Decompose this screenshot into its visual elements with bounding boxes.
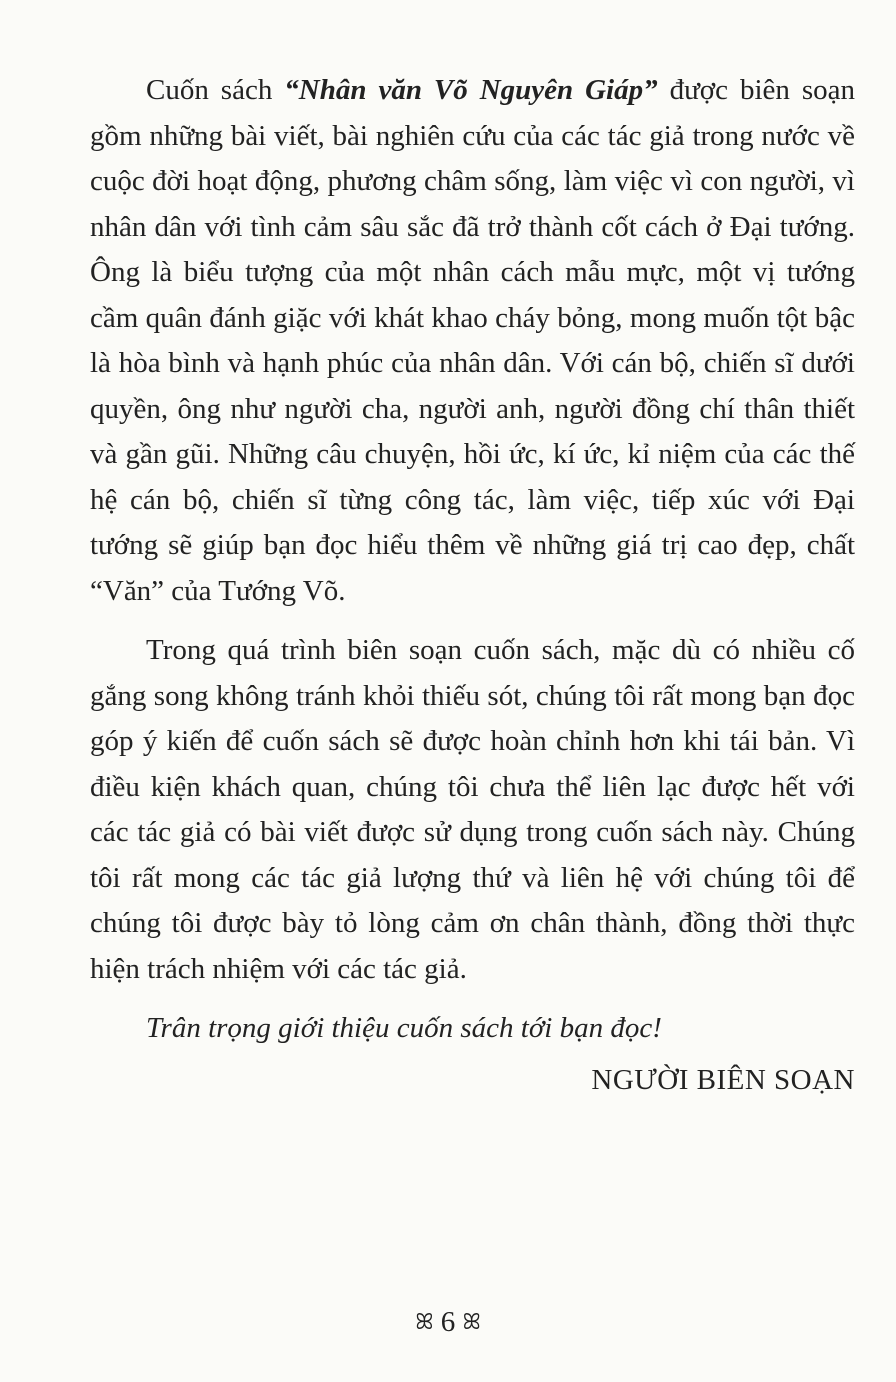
closing-line: Trân trọng giới thiệu cuốn sách tới bạn đọc! (146, 1012, 662, 1044)
book-page-body (90, 68, 855, 1103)
ornament-right-icon: ꕤ (462, 1309, 481, 1334)
intro-paragraph-body: được biên soạn gồm những bài viết, bài nghiên cứu của các tác giả trong nước về cuộc đời hoạt động, phương châm sống, làm việc vì con người, vì nhân dân với tình cảm sâu sắc đã trở thành cốt cách ở Đại tướng. Ông là biểu tượng của một nhân cách mẫu mực, một vị tướng cầm quân đánh giặc với khát khao cháy bỏng, mong muốn tột bậc là hòa bình và hạnh phúc của nhân dân. Với cán bộ, chiến sĩ dưới quyền, ông như người cha, người anh, người đồng chí thân thiết và gần gũi. Những câu chuyện, hồi ức, kí ức, kỉ niệm của các thế hệ cán bộ, chiến sĩ từng công tác, làm việc, tiếp xúc với Đại tướng sẽ giúp bạn đọc hiểu thêm về những giá trị cao đẹp, chất “Văn” của Tướng Võ. (90, 74, 855, 607)
acknowledgement-paragraph: Trong quá trình biên soạn cuốn sách, mặc dù có nhiều cố gắng song không tránh khỏi thiếu sót, chúng tôi rất mong bạn đọc góp ý kiến để cuốn sách sẽ được hoàn chỉnh hơn khi tái bản. Vì điều kiện khách quan, chúng tôi chưa thể liên lạc được hết với các tác giả có bài viết được sử dụng trong cuốn sách này. Chúng tôi rất mong các tác giả lượng thứ và liên hệ với chúng tôi để chúng tôi được bày tỏ lòng cảm ơn chân thành, đồng thời thực hiện trách nhiệm với các tác giả. (90, 634, 855, 985)
signature: NGƯỜI BIÊN SOẠN (591, 1063, 855, 1096)
page-number: 6 (440, 1306, 456, 1338)
book-title: “Nhân văn Võ Nguyên Giáp” (284, 74, 658, 106)
ornament-left-icon: ꕤ (415, 1309, 434, 1334)
page-number-footer (0, 1306, 896, 1339)
intro-paragraph-lead: Cuốn sách (146, 74, 285, 106)
intro-paragraph (90, 68, 855, 614)
